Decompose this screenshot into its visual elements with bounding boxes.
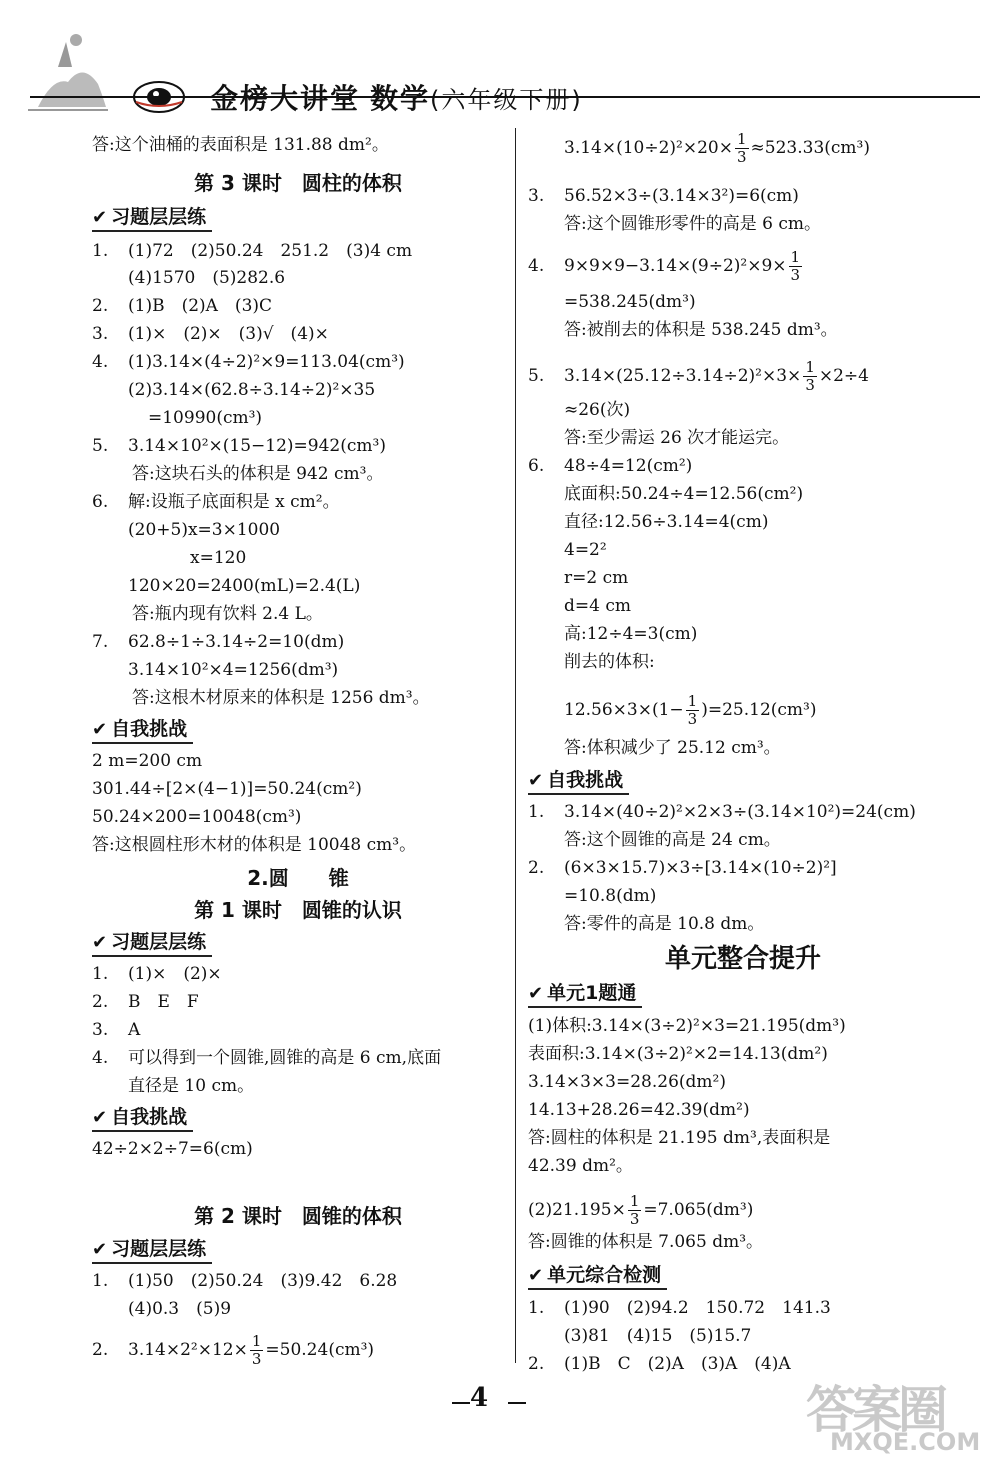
answer-line: 答:这个圆锥形零件的高是 6 cm。 [564, 214, 821, 234]
answer-line: 3. 56.52×3÷(3.14×3²)=6(cm) [528, 186, 799, 206]
answer-line: 削去的体积: [564, 652, 655, 672]
section-heading [92, 930, 212, 957]
ink-landscape-icon [28, 22, 108, 114]
section-heading [92, 205, 212, 232]
answer-line: 2. (6×3×15.7)×3÷[3.14×(10÷2)²] [528, 858, 837, 878]
fraction: $\frac{1}{3}$ [790, 248, 801, 284]
answer-line: 答:这根木材原来的体积是 1256 dm³。 [132, 688, 430, 708]
section-label: 习题层层练 [111, 1238, 207, 1260]
section-heading [528, 1263, 667, 1290]
answer-line: 1. (1)× (2)× [92, 964, 222, 984]
check-icon: ✔ [92, 1239, 108, 1260]
answer-line: (3)81 (4)15 (5)15.7 [564, 1326, 752, 1346]
answer-line: 12.56×3×(1− $\frac{1}{3}$ )=25.12(cm³) [564, 692, 817, 728]
watermark [800, 1370, 995, 1458]
watermark-url: MXQE.COM [830, 1428, 981, 1456]
answer-line: 直径是 10 cm。 [128, 1076, 255, 1096]
answer-line: 2. 3.14×2²×12× $\frac{1}{3}$ =50.24(cm³) [92, 1332, 375, 1368]
unit-title: 单元整合提升 [664, 944, 821, 974]
column-divider [515, 128, 516, 1363]
answer-line: 答:圆锥的体积是 7.065 dm³。 [528, 1232, 764, 1252]
check-icon: ✔ [528, 1265, 544, 1286]
section-heading [92, 1105, 193, 1132]
answer-line: 表面积:3.14×(3÷2)²×2=14.13(dm²) [528, 1044, 828, 1064]
answer-line: 答:这块石头的体积是 942 cm³。 [132, 464, 384, 484]
subject-name: 数学 [370, 82, 431, 115]
answer-line: 答:瓶内现有饮料 2.4 L。 [132, 604, 323, 624]
answer-line: 答:至少需运 26 次才能运完。 [564, 428, 790, 448]
page-dash [508, 1402, 526, 1404]
answer-line: =10.8(dm) [564, 886, 657, 906]
header-rule [30, 96, 980, 98]
answer-line: 答:这个圆锥的高是 24 cm。 [564, 830, 781, 850]
lesson-title: 第 1 课时 圆锥的认识 [194, 898, 402, 922]
answer-line: 直径:12.56÷3.14=4(cm) [564, 512, 769, 532]
fraction: $\frac{1}{3}$ [629, 1192, 640, 1228]
answer-line: 2 m=200 cm [92, 751, 203, 771]
check-icon: ✔ [528, 983, 544, 1004]
watermark-logo: 答案圈 [806, 1381, 944, 1439]
answer-line: 2. B E F [92, 992, 199, 1012]
series-title: 金榜大讲堂 [210, 82, 361, 115]
answer-line: (2)21.195× $\frac{1}{3}$ =7.065(dm³) [528, 1192, 754, 1228]
section-heading [92, 717, 193, 744]
check-icon: ✔ [92, 932, 108, 953]
answer-line: ≈26(次) [564, 400, 631, 420]
answer-line: =10990(cm³) [148, 408, 263, 428]
answer-line: 3. (1)× (2)× (3)√ (4)× [92, 324, 329, 344]
answer-line: 1. 3.14×(40÷2)²×2×3÷(3.14×10²)=24(cm) [528, 802, 916, 822]
section-label: 习题层层练 [111, 206, 207, 228]
answer-line: 7. 62.8÷1÷3.14÷2=10(dm) [92, 632, 345, 652]
section-heading [528, 981, 642, 1008]
answer-line: r=2 cm [564, 568, 629, 588]
answer-line: (4)1570 (5)282.6 [128, 268, 286, 288]
answer-line: 6. 48÷4=12(cm²) [528, 456, 693, 476]
check-icon: ✔ [92, 1107, 108, 1128]
section-label: 自我挑战 [111, 1106, 188, 1128]
check-icon: ✔ [528, 770, 544, 791]
answer-line: 底面积:50.24÷4=12.56(cm²) [564, 484, 804, 504]
page-dash [452, 1402, 470, 1404]
answer-line: (2)3.14×(62.8÷3.14÷2)²×35 [128, 380, 376, 400]
answer-line: 答:这个油桶的表面积是 131.88 dm²。 [92, 135, 389, 155]
answer-line: 4=2² [564, 540, 607, 560]
answer-line: 1. (1)50 (2)50.24 (3)9.42 6.28 [92, 1271, 398, 1291]
fraction: $\frac{1}{3}$ [805, 358, 815, 394]
answer-line: 答:体积减少了 25.12 cm³。 [564, 738, 781, 758]
chapter-title: 2.圆 锥 [247, 866, 349, 890]
answer-line: 答:被削去的体积是 538.245 dm³。 [564, 320, 838, 340]
answer-line: 高:12÷4=3(cm) [564, 624, 698, 644]
answer-line: 4. 9×9×9−3.14×(9÷2)²×9× $\frac{1}{3}$ [528, 248, 801, 284]
section-heading [528, 768, 629, 795]
answer-line: 301.44÷[2×(4−1)]=50.24(cm²) [92, 779, 362, 799]
answer-line: 4. (1)3.14×(4÷2)²×9=113.04(cm³) [92, 352, 405, 372]
page-header [20, 22, 980, 117]
answer-line: 答:零件的高是 10.8 dm。 [564, 914, 765, 934]
answer-line: (1)体积:3.14×(3÷2)²×3=21.195(dm³) [528, 1016, 846, 1036]
fraction: $\frac{1}{3}$ [687, 692, 698, 728]
answer-line: 14.13+28.26=42.39(dm²) [528, 1100, 750, 1120]
section-heading [92, 1237, 212, 1264]
lesson-title: 第 2 课时 圆锥的体积 [194, 1204, 402, 1228]
answer-line: 3.14×(10÷2)²×20× $\frac{1}{3}$ ≈523.33(cm³) [564, 130, 870, 166]
answer-line: (4)0.3 (5)9 [128, 1299, 232, 1319]
answer-line: 42.39 dm²。 [528, 1156, 633, 1176]
answer-line: 120×20=2400(mL)=2.4(L) [128, 576, 361, 596]
answer-line: =538.245(dm³) [564, 292, 696, 312]
answer-line: x=120 [190, 548, 247, 568]
answer-line: 5. 3.14×10²×(15−12)=942(cm³) [92, 436, 386, 456]
answer-line: d=4 cm [564, 596, 631, 616]
answer-line: 6. 解:设瓶子底面积是 x cm²。 [92, 492, 340, 512]
answer-line: 5. 3.14×(25.12÷3.14÷2)²×3× $\frac{1}{3}$ ×2÷4 [528, 358, 869, 394]
lesson-title: 第 3 课时 圆柱的体积 [194, 171, 402, 195]
fraction: $\frac{1}{3}$ [251, 1332, 262, 1368]
check-icon: ✔ [92, 719, 108, 740]
answer-line: 3.14×3×3=28.26(dm²) [528, 1072, 726, 1092]
section-label: 自我挑战 [547, 769, 624, 791]
page-number: 4 [470, 1383, 489, 1413]
answer-line: 3. A [92, 1020, 141, 1040]
answer-line: (20+5)x=3×1000 [128, 520, 281, 540]
section-label: 习题层层练 [111, 931, 207, 953]
section-label: 自我挑战 [111, 718, 188, 740]
answer-line: 答:这根圆柱形木材的体积是 10048 cm³。 [92, 835, 417, 855]
section-label: 单元1题通 [547, 982, 637, 1004]
section-label: 单元综合检测 [547, 1264, 662, 1286]
grade-label: (六年级下册) [430, 86, 583, 114]
answer-line: 2. (1)B (2)A (3)C [92, 296, 273, 316]
answer-line: 1. (1)90 (2)94.2 150.72 141.3 [528, 1298, 831, 1318]
answer-line: 答:圆柱的体积是 21.195 dm³,表面积是 [528, 1128, 831, 1148]
answer-line: 42÷2×2÷7=6(cm) [92, 1139, 253, 1159]
check-icon: ✔ [92, 207, 108, 228]
answer-line: 3.14×10²×4=1256(dm³) [128, 660, 339, 680]
answer-line: 2. (1)B C (2)A (3)A (4)A [528, 1354, 791, 1374]
answer-line: 1. (1)72 (2)50.24 251.2 (3)4 cm [92, 241, 413, 261]
fraction: $\frac{1}{3}$ [737, 130, 747, 166]
answer-line: 50.24×200=10048(cm³) [92, 807, 302, 827]
answer-line: 4. 可以得到一个圆锥,圆锥的高是 6 cm,底面 [92, 1048, 442, 1068]
